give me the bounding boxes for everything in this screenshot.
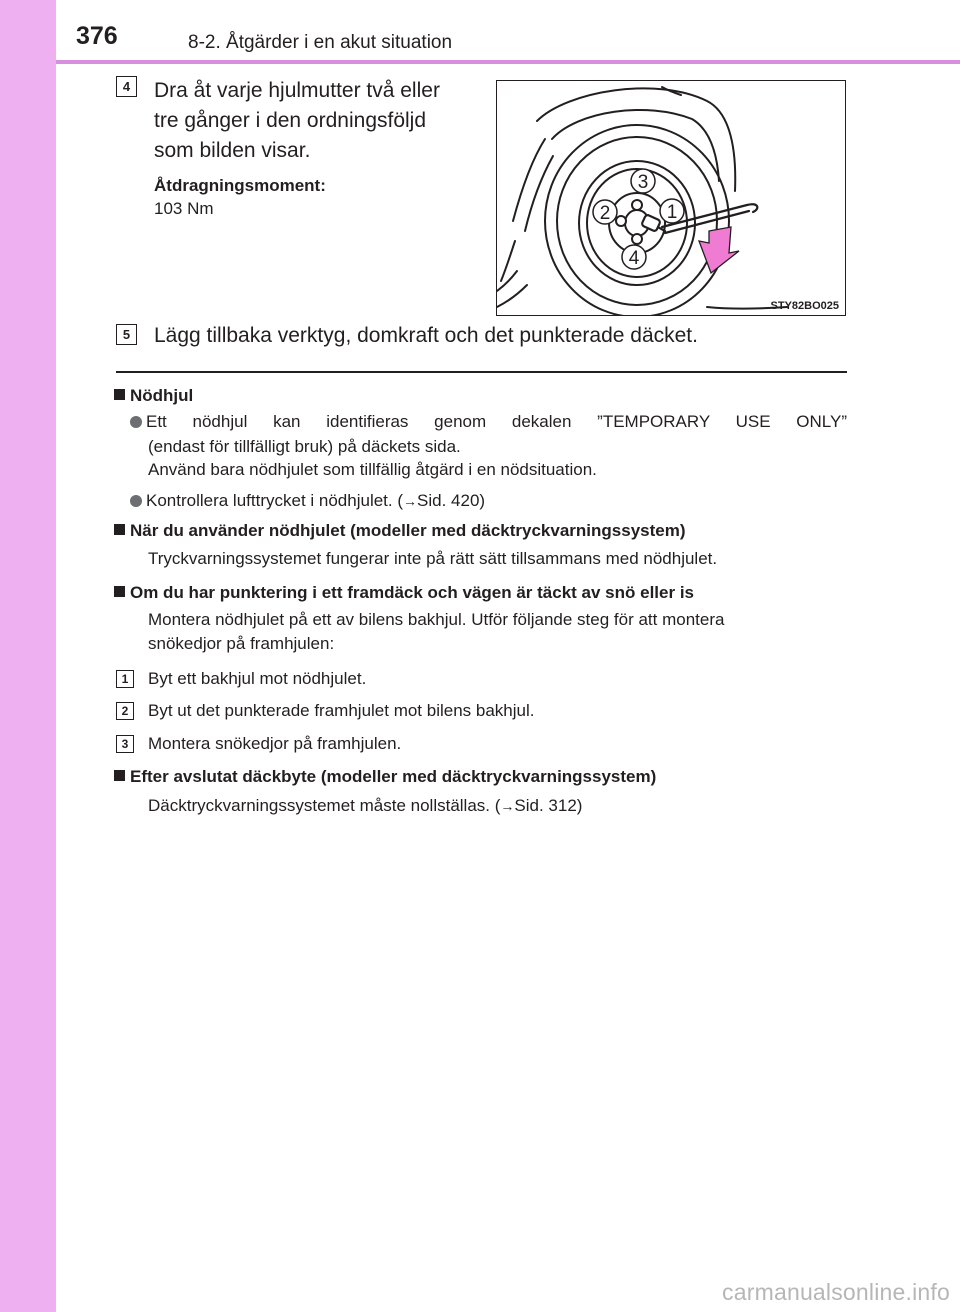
- step4-instruction: [154, 76, 478, 166]
- nut-label-4: 4: [628, 248, 640, 269]
- arrow-right-icon: →: [403, 493, 418, 509]
- section-divider: [116, 371, 847, 373]
- arrow-right-icon: →: [500, 798, 515, 814]
- section-title: 8-2. Åtgärder i en akut situation: [188, 32, 453, 53]
- nar-du-text: Tryckvarningssystemet fungerar inte på rätt sätt tillsammans med nödhjulet.: [148, 549, 718, 568]
- bullet-nodhjul-1: Ett nödhjul kan identifieras genom dekalen ”TEMPORARY USE ONLY”: [130, 412, 847, 432]
- page-ref-420[interactable]: Sid. 420): [417, 491, 486, 510]
- bullet-nodhjul-1-line2: (endast för tillfälligt bruk) på däckets sida.: [148, 437, 461, 456]
- punktering-line-2: snökedjor på framhjulen:: [148, 634, 335, 653]
- substep-number-2: 2: [116, 702, 134, 720]
- square-bullet-icon: [114, 586, 125, 597]
- heading-efter-avslutat: Efter avslutat däckbyte (modeller med däcktryckvarningssystem): [114, 767, 656, 787]
- square-bullet-icon: [114, 524, 125, 535]
- heading-nar-du-anvander: När du använder nödhjulet (modeller med däcktryckvarningssystem): [114, 521, 686, 541]
- page-number: 376: [76, 22, 118, 50]
- wheel-nut-tightening-illustration: [496, 80, 846, 316]
- wheel-illustration-svg: [497, 81, 846, 316]
- step4-line-2: tre gånger i den ordningsföljd: [154, 109, 427, 132]
- round-bullet-icon: [130, 416, 142, 428]
- substep-number-3: 3: [116, 735, 134, 753]
- figure-code: STY82BO025: [770, 300, 839, 312]
- square-bullet-icon: [114, 389, 125, 400]
- round-bullet-icon: [130, 495, 142, 507]
- substep-number-1: 1: [116, 670, 134, 688]
- substep-text-2: Byt ut det punkterade framhjulet mot bilens bakhjul.: [148, 701, 535, 720]
- watermark: carmanualsonline.info: [722, 1279, 950, 1305]
- header-rule: [56, 60, 960, 64]
- square-bullet-icon: [114, 770, 125, 781]
- page-ref-312[interactable]: Sid. 312): [514, 796, 583, 815]
- nut-label-1: 1: [666, 202, 678, 223]
- step4-line-1: Dra åt varje hjulmutter två eller: [154, 79, 440, 102]
- substep-text-1: Byt ett bakhjul mot nödhjulet.: [148, 669, 367, 688]
- torque-label: Åtdragningsmoment:: [154, 176, 326, 195]
- step-number-4: 4: [116, 76, 137, 97]
- substep-text-3: Montera snökedjor på framhjulen.: [148, 734, 402, 753]
- step-number-5: 5: [116, 324, 137, 345]
- torque-value: 103 Nm: [154, 199, 214, 218]
- heading-nodhjul: Nödhjul: [114, 386, 193, 406]
- punktering-line-1: Montera nödhjulet på ett av bilens bakhjul. Utför följande steg för att montera: [148, 610, 725, 629]
- bullet-nodhjul-2: Kontrollera lufttrycket i nödhjulet. (→Sid. 420): [130, 491, 485, 511]
- heading-punktering: Om du har punktering i ett framdäck och vägen är täckt av snö eller is: [114, 583, 694, 603]
- bullet-nodhjul-1-line3: Använd bara nödhjulet som tillfällig åtgärd i en nödsituation.: [148, 460, 597, 479]
- sidebar-tab: [0, 0, 56, 1312]
- nut-label-3: 3: [637, 172, 649, 193]
- nut-label-2: 2: [599, 203, 611, 224]
- step4-line-3: som bilden visar.: [154, 139, 311, 162]
- step5-instruction: Lägg tillbaka verktyg, domkraft och det punkterade däcket.: [154, 324, 698, 347]
- efter-text: Däcktryckvarningssystemet måste nollställas. (→Sid. 312): [148, 796, 583, 815]
